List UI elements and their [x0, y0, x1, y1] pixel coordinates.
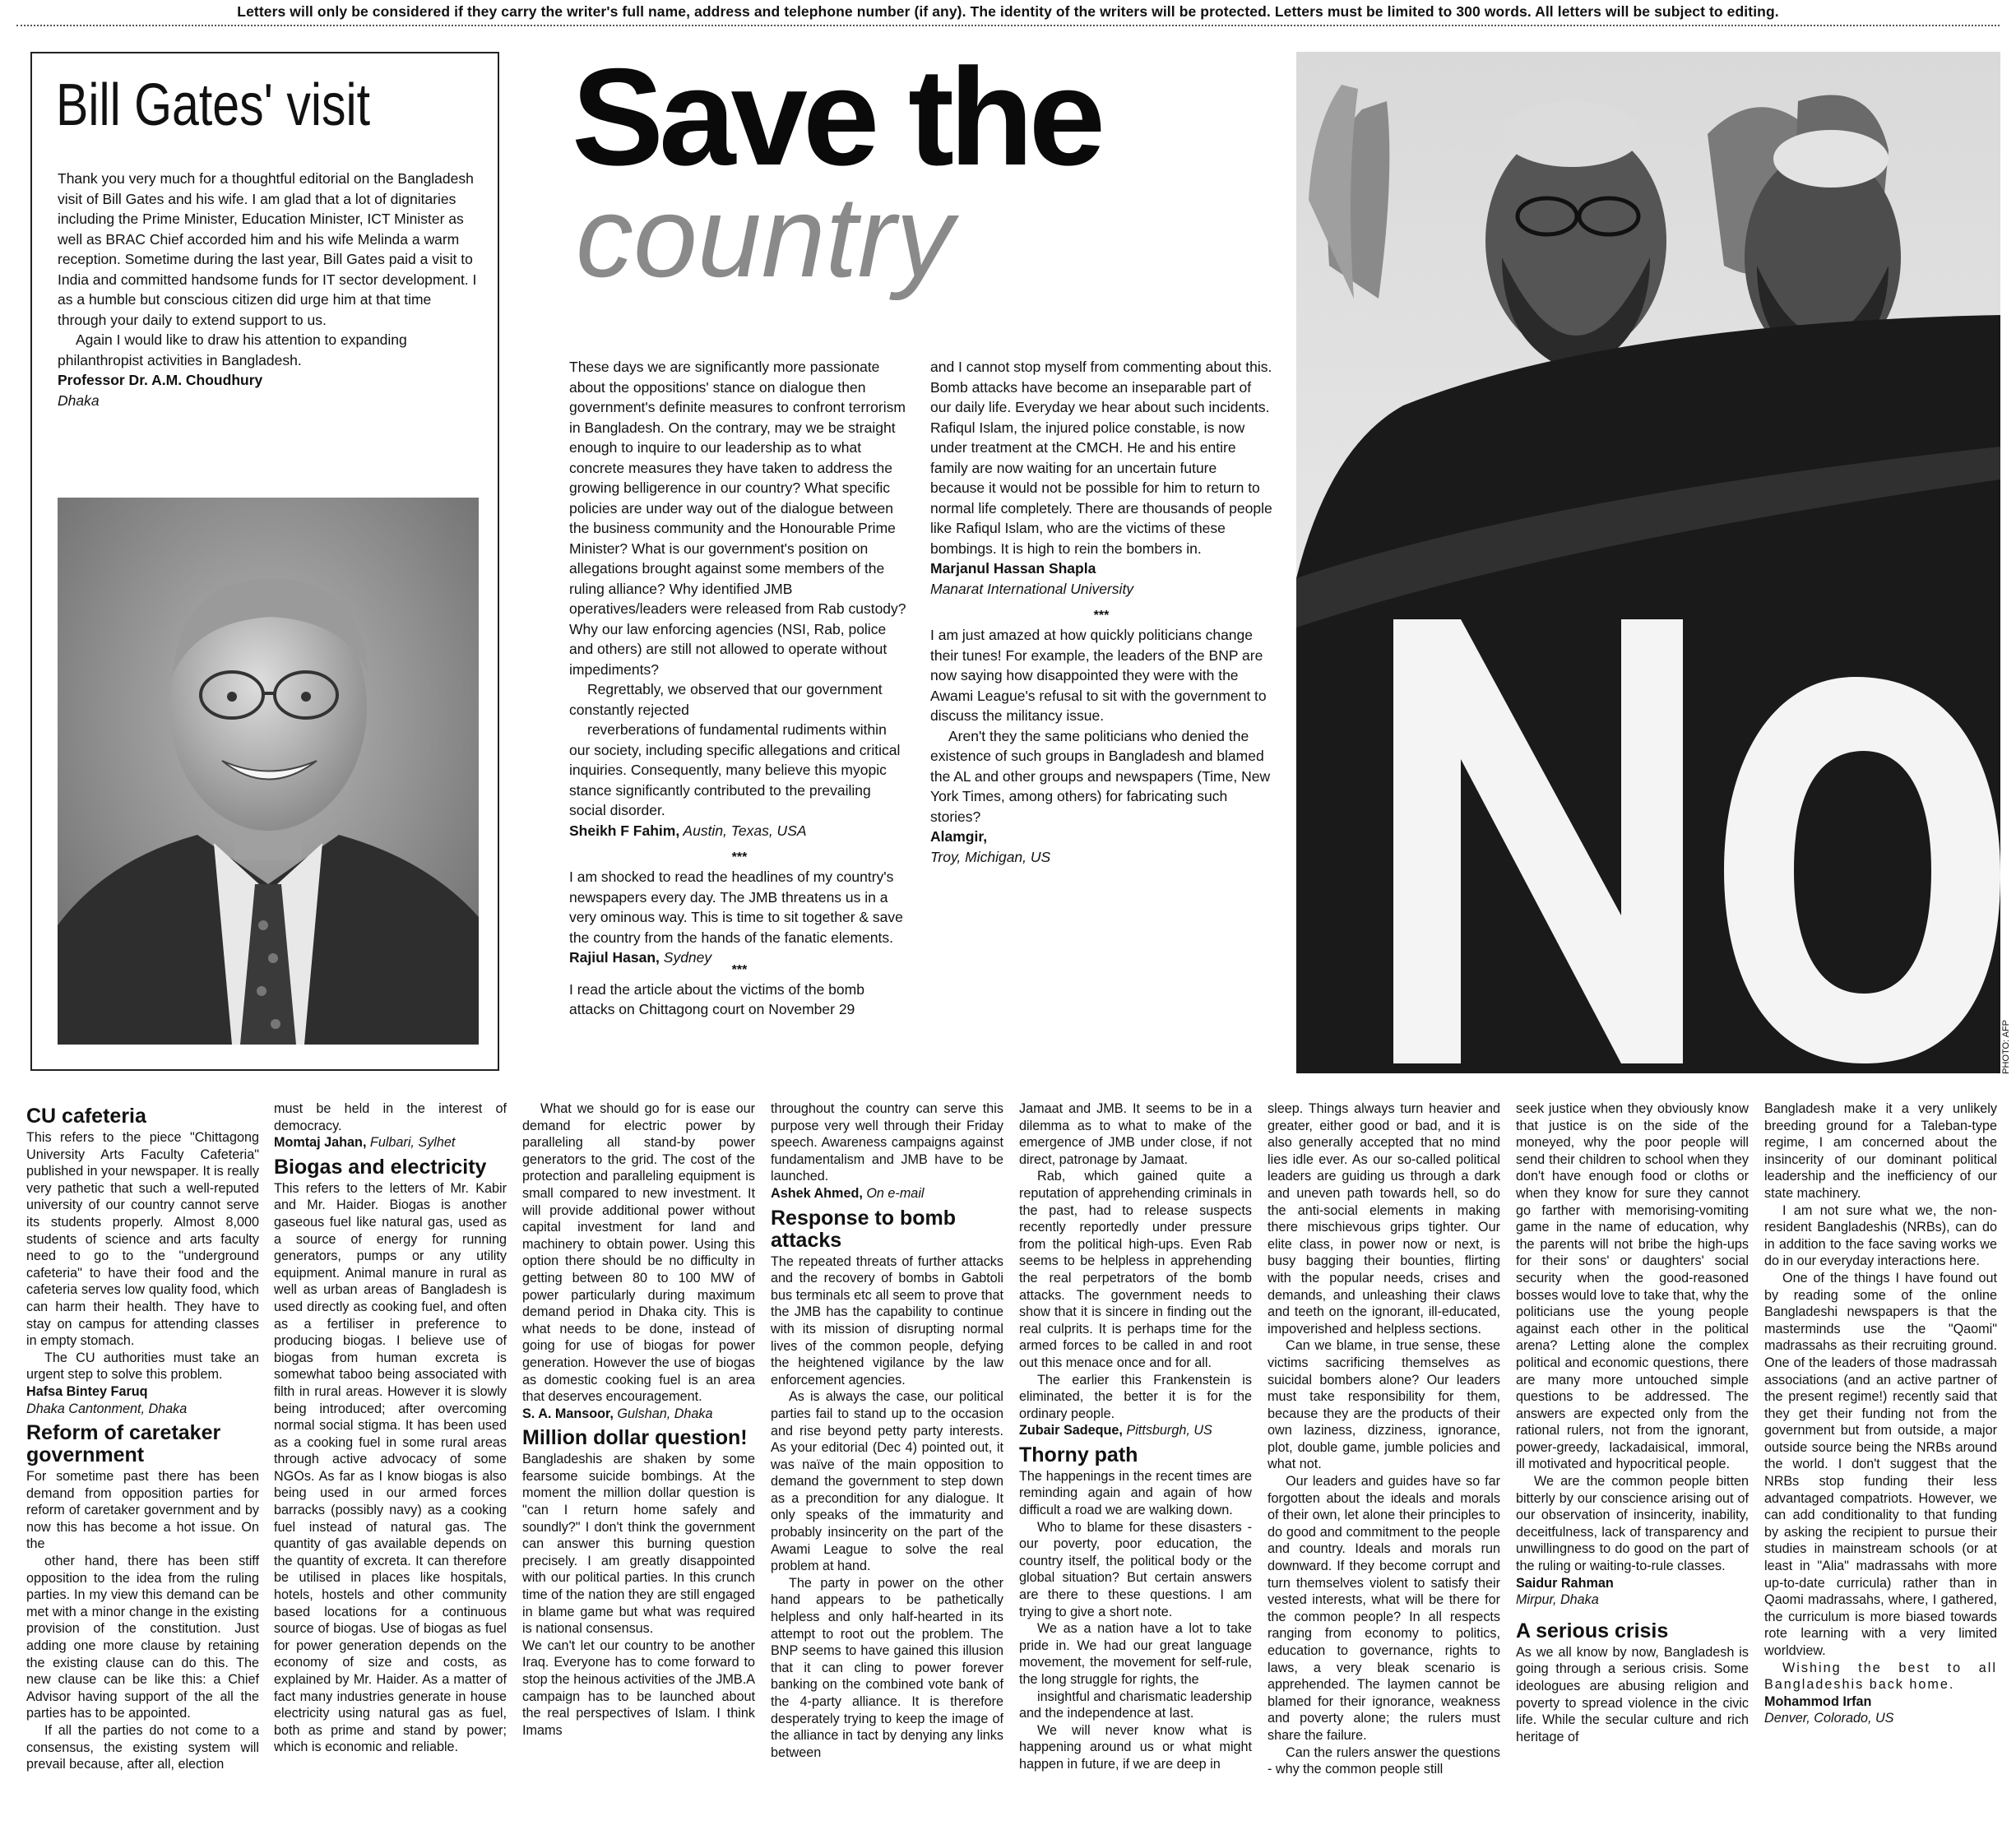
letter-location: Manarat International University	[930, 580, 1134, 597]
letter-paragraph: This refers to the piece "Chittagong University Arts Faculty Cafeteria" published in your newspaper. It is really very pathetic that such a well-reputed university of our country cannot serve its students properly. Almost 8,000 students of science and arts faculty need to go to the "underground cafeteria" to have their food and the cafeteria serves low quality food, which can harm their health. They have to stay on campus for attending classes in empty stomach.	[26, 1130, 259, 1349]
letter-paragraph: Wishing the best to all Bangladeshis back home.	[1764, 1660, 1997, 1693]
letter-paragraph: Can the rulers answer the questions - why the common people still	[1268, 1744, 1500, 1777]
letter-paragraph: If all the parties do not come to a consensus, the existing system will prevail because, after all, election	[26, 1723, 259, 1772]
letter-paragraph: Bangladeshis are shaken by some fearsome suicide bombings. At the moment the million dollar question is "can I return home safely and soundly?" I don't think the government can answer this burning question precisely. I am greatly disappointed with our political parties. In this crunch time of the nation they are still engaged in blame game but what was required is national consensus.	[522, 1452, 755, 1637]
letters-column-5	[1019, 1100, 1252, 1773]
letter-signature	[771, 1185, 1003, 1202]
letter-paragraph: These days we are significantly more passionate about the oppositions' stance on dialogue then government's definite measures to confront terrorism in Bangladesh. On the contrary, may we be straight enough to inquire to our leadership as to what concrete measures they have taken to address the growing belligerence in our country? What specific policies are under way out of the dialogue between the business community and the Honourable Prime Minister? What is our government's position on allegations brought against some members of the ruling alliance? Why identified JMB operatives/leaders were released from Rab custody? Why our law enforcing agencies (NSI, Rab, police and others) are still not allowed to operate without impediments?	[569, 359, 906, 678]
letter-paragraph: This refers to the letters of Mr. Kabir and Mr. Haider. Biogas is another gaseous fuel like natural gas, used as a source of energy for running generators, pumps or any utility equipment. Animal manure in rural as well as urban areas of Bangladesh is used directly as cooking fuel, and often as a fertiliser in preference to producing biogas. I believe use of biogas from human excreta is somewhat taboo being associated with filth in rural areas. However it is slowly being introduced; after overcoming normal social stigma. It has been used as a cooking fuel in some rural areas through active advocacy of some NGOs. As far as I know biogas is also being used in our armed forces barracks (possibly navy) as a cooking fuel instead of natural gas. The quantity of gas available depends on the quantity of excreta. It can therefore be utilised in places like hospitals, hotels, hostels and other community based locations for a continuous source of biogas. Use of biogas as fuel for power generation depends on the economy of size and costs, as explained by Mr. Haider. As a matter of fact many industries generate in house electricity using natural gas as fuel, both as prime and stand by power; which is economic and reliable.	[274, 1180, 507, 1755]
letters-column-4	[771, 1100, 1003, 1761]
letter-paragraph: The earlier this Frankenstein is eliminated, the better it is for the ordinary people.	[1019, 1372, 1252, 1421]
letter-paragraph: Thank you very much for a thoughtful editorial on the Bangladesh visit of Bill Gates and his wife. I am glad that a lot of dignitaries including the Prime Minister, Education Minister, ICT Minister as well as BRAC Chief accorded him and his wife Melinda a warm reception. Sometime during the last year, Bill Gates paid a visit to India and committed handsome funds for IT sector development. I as a humble but conscious citizen did urge him at that time through your daily to extend support to us.	[58, 170, 477, 328]
letter-paragraph: The happenings in the recent times are reminding again and again of how difficult a road we are walking down.	[1019, 1468, 1252, 1518]
letter-paragraph: Again I would like to draw his attention to expanding philanthropist activities in Bangladesh.	[58, 331, 407, 368]
letter-paragraph: I am shocked to read the headlines of my country's newspapers every day. The JMB threatens us in a very ominous way. This is time to sit together & save the country from the hands of the fanatic elements.	[569, 869, 903, 946]
save-country-column-2	[930, 357, 1272, 867]
letters-column-2	[274, 1100, 507, 1756]
headline-save-the: Save the	[572, 39, 1101, 194]
letter-location: Austin, Texas, USA	[679, 822, 807, 839]
letters-column-6	[1268, 1100, 1500, 1778]
letter-author: Mohammod Irfan	[1764, 1693, 1872, 1709]
separator-stars: ***	[1093, 609, 1110, 623]
letter-paragraph: throughout the country can serve this purpose very well through their Friday speech. Awareness campaigns against fundamentalism and JMB have to be launched.	[771, 1101, 1003, 1184]
letter-paragraph: We can't let our country to be another Iraq. Everyone has to come forward to stop the heinous activities of the JMB.A campaign has to be launched about the real perspectives of Islam. I think Imams	[522, 1638, 755, 1738]
letter-paragraph: What we should go for is ease our demand for electric power by paralleling all stand-by power generators to the grid. The cost of the protection and paralleling equipment is small compared to new investment. It will provide additional power without capital investment for land and machinery to obtain power. Using this option there should be no difficulty in getting between 80 to 100 MW of power particularly during maximum demand period in Dhaka city. This is what needs to be done, instead of going for use of biogas for power generation. However the use of biogas as domestic cooking fuel is an area that deserves encouragement.	[522, 1101, 755, 1405]
letter-paragraph: I read the article about the victims of the bomb attacks on Chittagong court on November 29	[569, 980, 864, 1017]
bill-gates-letter	[58, 169, 477, 410]
letters-column-7	[1516, 1100, 1749, 1745]
letter-heading: Biogas and electricity	[274, 1155, 487, 1179]
letter-author: Alamgir,	[930, 828, 988, 845]
dotted-divider	[16, 25, 2000, 26]
letter-signature	[1019, 1422, 1252, 1439]
letter-paragraph: One of the things I have found out by reading some of the online Bangladeshi newspapers is that the masterminds use the "Qaomi" madrassahs as their recruiting ground. One of the leaders of those madrassah associations (and an active partner of the present regime!) recently said that they get their funding not from the government but from outside, a major outside source being the NRBs around the world. I don't suggest that the NRBs stop funding their less advantaged compatriots. However, we can add conditionality to that funding by asking the recipient to pursue their studies in mainstream schools (or at least in "Alia" madrassahs with more up-to-date curricula) rather than in Qaomi madrassahs, where, I gathered, the curriculum is more biased towards rote learning with a very limited worldview.	[1764, 1270, 1997, 1658]
letter-location: Fulbari, Sylhet	[366, 1135, 456, 1151]
bill-gates-title: Bill Gates' visit	[56, 72, 371, 138]
letter-paragraph: Our leaders and guides have so far forgotten about the ideals and morals of their own, let alone their principles to do good and commitment to the people and country. Ideals and morals run downward. If they become corrupt and turn themselves violent to satisfy their vested interests, what will be there for the common people? In all respects ranging from economy to politics, education to governance, rights to laws, a very bleak scenario is apprehended. The laymen cannot be blamed for their ignorance, weakness and poverty alone; the rulers must share the failure.	[1268, 1474, 1500, 1743]
letter-heading: CU cafeteria	[26, 1105, 146, 1128]
letter-paragraph: other hand, there has been stiff opposition to the idea from the ruling parties. In my view this demand can be met with a minor change in the existing provision of the constitution. Just adding one more clause by retaining the existing clause can do this. The new clause can be like this: a Chief Advisor having support of the all the parties has to be appointed.	[26, 1554, 259, 1721]
letter-heading: Thorny path	[1019, 1443, 1138, 1466]
letter-signature	[274, 1134, 507, 1151]
letter-paragraph: reverberations of fundamental rudiments within our society, including specific allegations and critical inquiries. Consequently, many believe this myopic stance significantly contributed to the prevailing social disorder.	[569, 721, 901, 818]
letter-paragraph: The CU authorities must take an urgent step to solve this problem.	[26, 1350, 259, 1383]
letter-paragraph: sleep. Things always turn heavier and greater, either good or bad, and it is also generally accepted that no mind lies idle ever. As our so-called political leaders are guiding us through a dark and uneven path towards hell, so do the anti-social elements in making there mischievous grips tighter. Our elite class, in power now or next, is busy bagging their bounties, flirting with the popular needs, crises and demands, and unleashing their claws and teeth on the ignorant, ill-educated, impoverished and helpless sections.	[1268, 1101, 1500, 1337]
letter-paragraph: We will never know what is happening around us or what might happen in future, if we are deep in	[1019, 1722, 1252, 1772]
letter-paragraph: I am just amazed at how quickly politicians change their tunes! For example, the leaders of the BNP are now saying how disappointed they were with the Awami League's refusal to sit with the government to discuss the militancy issue.	[930, 627, 1267, 724]
letter-paragraph: Bangladesh make it a very unlikely breeding ground for a Taleban-type regime, I am concerned about the insincerity of our dominant political leadership and the inefficiency of our state machinery.	[1764, 1101, 1997, 1201]
letter-heading: A serious crisis	[1516, 1619, 1669, 1642]
save-country-column-1	[569, 357, 910, 1020]
letter-paragraph: We as a nation have a lot to take pride in. We had our great language movement, the movement for self-rule, the long struggle for rights, the	[1019, 1621, 1252, 1687]
letter-location: Denver, Colorado, US	[1764, 1711, 1894, 1726]
letter-author: Marjanul Hassan Shapla	[930, 560, 1096, 577]
letter-paragraph: must be held in the interest of democracy.	[274, 1101, 507, 1133]
letter-author: Professor Dr. A.M. Choudhury	[58, 372, 263, 388]
photo-credit: PHOTO: AFP	[2001, 1020, 2011, 1074]
letters-column-1	[26, 1100, 259, 1773]
letter-author: Zubair Sadeque,	[1019, 1423, 1123, 1439]
letter-location: Dhaka	[58, 391, 100, 409]
letter-location: Troy, Michigan, US	[930, 848, 1051, 865]
letter-signature	[569, 821, 910, 841]
letter-author: Sheikh F Fahim,	[569, 822, 680, 839]
letter-author: Ashek Ahmed,	[771, 1185, 863, 1201]
letter-author: Saidur Rahman	[1516, 1575, 1614, 1591]
separator-stars: ***	[731, 850, 748, 864]
letter-paragraph: We are the common people bitten bitterly by our conscience arising out of our observation of insincerity, inability, deceitfulness, lack of transparency and unwillingness to do good on the part of the ruling or waiting-to-rule classes.	[1516, 1474, 1749, 1574]
letter-paragraph: For sometime past there has been demand from opposition parties for reform of caretaker government and by now this has become a hot issue. On the	[26, 1469, 259, 1552]
letter-paragraph: The party in power on the other hand appears to be pathetically helpless and only half-hearted in its attempt to root out the problem. The BNP seems to have gained this illusion that it can cling to power forever banking on the combined vote bank of the 4-party alliance. It is therefore desperately trying to keep the image of the alliance in tact by denying any links between	[771, 1575, 1003, 1760]
letter-paragraph: seek justice when they obviously know that justice is on the side of the moneyed, why the poor people will send their children to school when they don't have enough food or cloths or when they know for sure they cannot go farther with memorising-vomiting game in the name of education, why the parents will not bribe the high-ups for their sons' or daughters' social security when the good-reasoned bosses would love to take that, why the politicians use the young people against each other in the political arena? Letting alone the complex political and economic questions, there are many more untouched simple questions to be addressed. The answers are expected only from the rational rulers, not from the ignorant, power-greedy, lackadaisical, immoral, ill motivated and hypocritical people.	[1516, 1101, 1749, 1472]
letter-paragraph: Jamaat and JMB. It seems to be in a dilemma as to what to make of the emergence of JMB under close, if not direct, patronage by Jamaat.	[1019, 1101, 1252, 1167]
separator-stars: ***	[731, 962, 748, 977]
letter-paragraph: I am not sure what we, the non-resident Bangladeshis (NRBs), can do in addition to the face saving works we do in our everyday interactions here.	[1764, 1202, 1997, 1269]
letter-author: S. A. Mansoor,	[522, 1406, 614, 1421]
letter-paragraph: insightful and charismatic leadership and the independence at last.	[1019, 1689, 1252, 1721]
letter-heading: Reform of caretaker government	[26, 1421, 221, 1467]
letters-column-3	[522, 1100, 755, 1739]
letter-paragraph: The repeated threats of further attacks and the recovery of bombs in Gabtoli bus terminals etc all seem to prove that the JMB has the capability to continue with its mission of disrupting normal lives of the common people, defying the heightened vigilance by the law enforcement agencies.	[771, 1253, 1003, 1388]
letter-heading: Million dollar question!	[522, 1426, 748, 1450]
letter-author: Momtaj Jahan,	[274, 1135, 367, 1151]
submission-notice: Letters will only be considered if they carry the writer's full name, address and telephone number (if any). The identity of the writers will be protected. Letters must be limited to 300 words. All letters will be subject to editing.	[237, 3, 1779, 20]
letter-location: Mirpur, Dhaka	[1516, 1592, 1599, 1608]
letter-paragraph: As we all know by now, Bangladesh is going through a serious crisis. Some ideologues are abusing religion and poverty to spread violence in the civic life. While the secular culture and rich heritage of	[1516, 1644, 1749, 1744]
letter-paragraph: and I cannot stop myself from commenting about this. Bomb attacks have become an inseparable part of our daily life. Everyday we hear about such incidents. Rafiqul Islam, the injured police constable, is now under treatment at the CMCH. He and his entire family are now waiting for an uncertain future because it would not be possible for him to return to normal life completely. There are thousands of people like Rafiqul Islam, who are the victims of these bombings. It is high to rein the bombers in.	[930, 359, 1272, 557]
letter-paragraph: Aren't they the same politicians who denied the existence of such groups in Bangladesh and blamed the AL and other groups and newspapers (Time, New York Times, among others) for fabricating such stories?	[930, 727, 1271, 825]
letters-column-8	[1764, 1100, 1997, 1727]
letter-location: Dhaka Cantonment, Dhaka	[26, 1401, 188, 1416]
letter-paragraph: Rab, which gained quite a reputation of apprehending criminals in the past, had to release suspects recently reportedly under pressure from the political high-ups. Even Rab seems to be helpless in apprehending the real perpetrators of the bomb attacks. The government needs to show that it is sincere in finding out the real culprits. It is perhaps time for the armed forces to be called in and root out this menace once and for all.	[1019, 1169, 1252, 1370]
letter-paragraph: Regrettably, we observed that our government constantly rejected	[569, 681, 883, 718]
headline-country: country	[576, 172, 954, 301]
letter-author: Hafsa Bintey Faruq	[26, 1383, 148, 1399]
letter-location: Sydney	[659, 949, 712, 966]
letter-location: Pittsburgh, US	[1122, 1423, 1212, 1439]
letter-location: On e-mail	[862, 1185, 925, 1201]
protest-photo	[1296, 52, 2000, 1073]
letter-signature	[522, 1406, 755, 1423]
letter-paragraph: Can we blame, in true sense, these victims sacrificing themselves as suicidal bombers alone? Our leaders must take responsibility for them, because they are the products of their own laziness, dizziness, ignorance, plot, double game, jumble policies and what not.	[1268, 1338, 1500, 1472]
letter-paragraph: As is always the case, our political parties fail to stand up to the occasion and rise beyond petty party interests. As your editorial (Dec 4) pointed out, it was naïve of the main opposition to demand the government to step down as a precondition for any dialogue. It only speaks of the immaturity and probably insincerity on the part of the Awami League to solve the real problem at hand.	[771, 1389, 1003, 1574]
letter-author: Rajiul Hasan,	[569, 949, 660, 966]
letter-location: Gulshan, Dhaka	[613, 1406, 713, 1421]
bill-gates-portrait-photo	[58, 498, 479, 1045]
letter-paragraph: Who to blame for these disasters - our poverty, poor education, the country itself, the political body or the global situation? But certain answers are there to these questions. I am trying to give a short note.	[1019, 1519, 1252, 1619]
letter-heading: Response to bomb attacks	[771, 1206, 957, 1252]
